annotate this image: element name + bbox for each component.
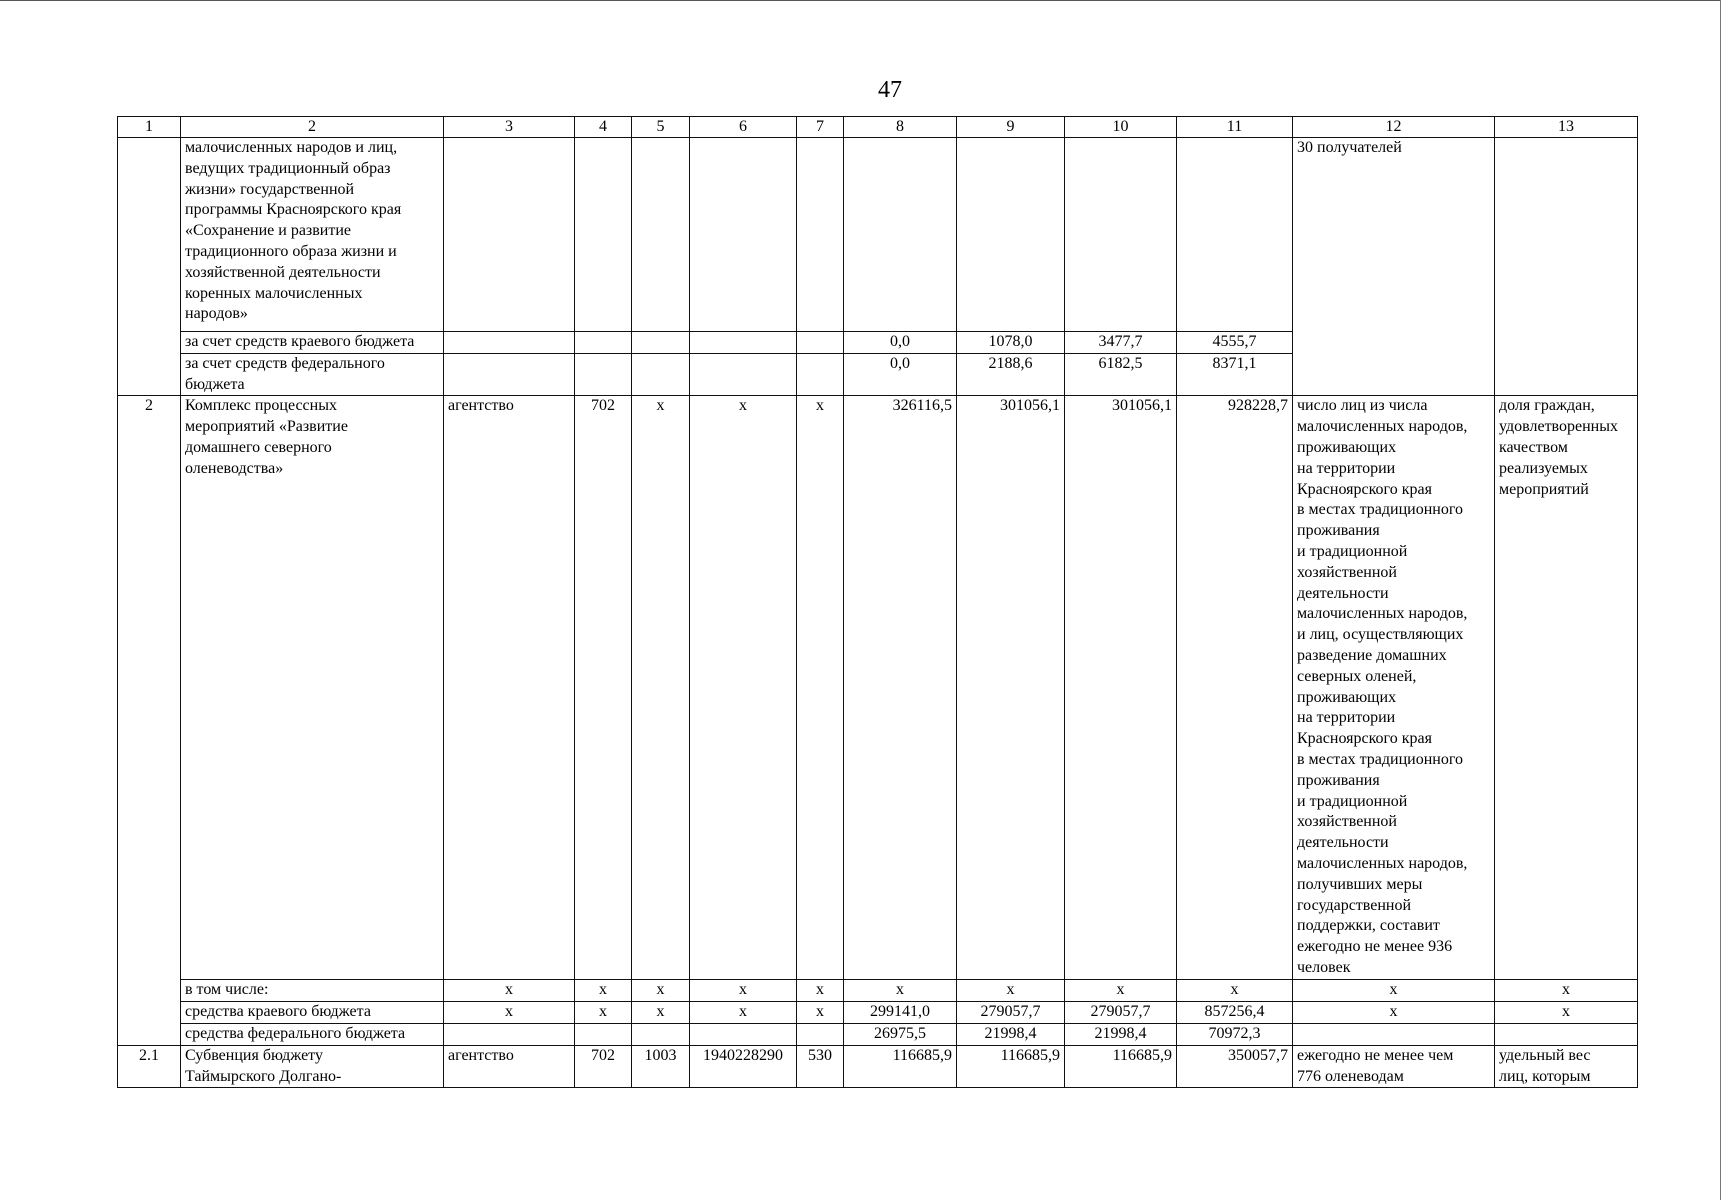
header-cell: 6 [690,117,797,138]
text-line: за счет средств федерального [185,354,385,372]
measure-name-cell [181,1045,444,1088]
x-mark-cell: х [957,980,1065,1002]
amount-cell: 116685,9 [844,1045,957,1088]
amount-cell: 3477,7 [1065,332,1177,354]
header-cell: 7 [797,117,844,138]
page-top-edge [0,0,1721,1]
text-line: проживания [1297,522,1380,540]
text-line: традиционного образа жизни и [185,242,397,260]
text-line: мероприятий [1499,480,1589,498]
text-line: деятельности [1297,584,1389,602]
text-line: хозяйственной [1297,813,1397,831]
text-line: ежегодно не менее 936 [1297,938,1453,956]
header-cell: 3 [444,117,575,138]
amount-cell: 4555,7 [1177,332,1293,354]
measure-name-cell [181,138,444,332]
amount-cell: 301056,1 [1065,396,1177,980]
header-cell: 12 [1293,117,1495,138]
empty-cell [797,353,844,396]
text-line: удовлетворенных [1499,418,1618,436]
x-mark-cell: х [575,1002,632,1024]
code-cell: х [797,396,844,980]
empty-cell [844,138,957,332]
text-line: коренных малочисленных [185,284,363,302]
row-number-cell: 2.1 [118,1045,181,1088]
amount-cell: 26975,5 [844,1023,957,1045]
amount-cell: 1078,0 [957,332,1065,354]
x-mark-cell: х [1065,980,1177,1002]
empty-cell [1293,1023,1495,1045]
empty-cell [690,332,797,354]
row-number-cell: 2 [118,396,181,1045]
text-line: в местах традиционного [1297,750,1463,768]
text-line: хозяйственной [1297,563,1397,581]
amount-cell: 116685,9 [1065,1045,1177,1088]
header-cell: 10 [1065,117,1177,138]
page-number: 47 [878,77,902,103]
empty-cell [632,353,690,396]
x-mark-cell: х [1293,980,1495,1002]
text-line: Субвенция бюджету [185,1046,323,1064]
empty-cell [632,1023,690,1045]
text-line: «Сохранение и развитие [185,222,352,240]
funding-source-label: в том числе: [181,980,444,1002]
empty-cell [444,138,575,332]
empty-cell [797,138,844,332]
text-line: Таймырского Долгано- [185,1067,342,1085]
text-line: проживающих [1297,438,1397,456]
header-cell: 13 [1495,117,1638,138]
amount-cell: 8371,1 [1177,353,1293,396]
text-line: малочисленных народов, [1297,605,1468,623]
table-row [118,138,1638,332]
amount-cell: 0,0 [844,353,957,396]
measure-name-cell [181,396,444,980]
x-mark-cell: х [797,980,844,1002]
amount-cell: 2188,6 [957,353,1065,396]
amount-cell: 350057,7 [1177,1045,1293,1088]
empty-cell [1495,1023,1638,1045]
empty-cell [797,332,844,354]
funding-source-label [181,353,444,396]
x-mark-cell: х [444,1002,575,1024]
x-mark-cell: х [632,1002,690,1024]
text-line: хозяйственной деятельности [185,263,381,281]
text-line: число лиц из числа [1297,397,1428,415]
code-cell: х [690,396,797,980]
table-row [118,1002,1638,1024]
empty-cell [690,138,797,332]
text-line: человек [1297,958,1351,976]
text-line: ежегодно не менее чем [1297,1046,1454,1064]
amount-cell: 326116,5 [844,396,957,980]
text-line: удельный вес [1499,1046,1591,1064]
amount-cell: 0,0 [844,332,957,354]
header-cell: 9 [957,117,1065,138]
code-cell: 1003 [632,1045,690,1088]
table-row [118,980,1638,1002]
text-line: лиц, которым [1499,1067,1591,1085]
program-table [117,116,1638,1088]
x-mark-cell: х [1495,980,1638,1002]
x-mark-cell: х [797,1002,844,1024]
empty-cell [1065,138,1177,332]
empty-cell [957,138,1065,332]
funding-source-label: средства краевого бюджета [181,1002,444,1024]
x-mark-cell: х [690,980,797,1002]
text-line: качеством [1499,438,1568,456]
text-line: государственной [1297,896,1412,914]
empty-cell [632,332,690,354]
text-line: реализуемых [1499,459,1588,477]
amount-cell: 279057,7 [1065,1002,1177,1024]
empty-cell [444,353,575,396]
amount-cell: 21998,4 [957,1023,1065,1045]
amount-cell: 928228,7 [1177,396,1293,980]
x-mark-cell: х [575,980,632,1002]
text-line: Красноярского края [1297,480,1432,498]
amount-cell: 857256,4 [1177,1002,1293,1024]
expected-result-cell: 30 получателей [1293,138,1495,396]
empty-cell [575,332,632,354]
table-row [118,1045,1638,1088]
header-cell: 8 [844,117,957,138]
header-cell: 11 [1177,117,1293,138]
empty-cell [575,1023,632,1045]
amount-cell: 299141,0 [844,1002,957,1024]
text-line: программы Красноярского края [185,201,402,219]
header-cell: 4 [575,117,632,138]
code-cell: 702 [575,1045,632,1088]
text-line: мероприятий «Развитие [185,418,348,436]
text-line: 776 оленеводам [1297,1067,1404,1085]
empty-cell [575,353,632,396]
empty-cell [797,1023,844,1045]
table-row [118,1023,1638,1045]
x-mark-cell: х [444,980,575,1002]
header-row [118,117,1638,138]
text-line: на территории [1297,459,1396,477]
code-cell: 702 [575,396,632,980]
empty-cell [444,332,575,354]
empty-cell [632,138,690,332]
text-line: северных оленей, [1297,667,1417,685]
text-line: народов» [185,305,248,323]
text-line: и традиционной [1297,542,1408,560]
funding-source-label: средства федерального бюджета [181,1023,444,1045]
amount-cell: 279057,7 [957,1002,1065,1024]
table-row [118,396,1638,980]
text-line: получивших меры [1297,875,1423,893]
text-line: бюджета [185,375,245,393]
empty-cell [575,138,632,332]
indicator-cell [1495,1045,1638,1088]
text-line: деятельности [1297,834,1389,852]
amount-cell: 301056,1 [957,396,1065,980]
text-line: и традиционной [1297,792,1408,810]
empty-cell [444,1023,575,1045]
indicator-cell [1495,138,1638,396]
amount-cell: 70972,3 [1177,1023,1293,1045]
empty-cell [1177,138,1293,332]
executor-cell: агентство [444,396,575,980]
text-line: малочисленных народов, [1297,854,1468,872]
header-cell: 2 [181,117,444,138]
code-cell: 1940228290 [690,1045,797,1088]
expected-result-cell [1293,1045,1495,1088]
x-mark-cell: х [844,980,957,1002]
x-mark-cell: х [1177,980,1293,1002]
text-line: разведение домашних [1297,646,1447,664]
text-line: малочисленных народов и лиц, [185,139,398,156]
x-mark-cell: х [1293,1002,1495,1024]
amount-cell: 21998,4 [1065,1023,1177,1045]
text-line: малочисленных народов, [1297,418,1468,436]
empty-cell [690,1023,797,1045]
row-number-cell [118,138,181,396]
x-mark-cell: х [632,980,690,1002]
executor-cell: агентство [444,1045,575,1088]
text-line: проживающих [1297,688,1397,706]
x-mark-cell: х [690,1002,797,1024]
text-line: домашнего северного [185,438,332,456]
text-line: Красноярского края [1297,730,1432,748]
empty-cell [690,353,797,396]
text-line: жизни» государственной [185,180,355,198]
code-cell: 530 [797,1045,844,1088]
text-line: доля граждан, [1499,397,1595,415]
text-line: в местах традиционного [1297,501,1463,519]
header-cell: 1 [118,117,181,138]
indicator-cell [1495,396,1638,980]
funding-source-label: за счет средств краевого бюджета [181,332,444,354]
x-mark-cell: х [1495,1002,1638,1024]
text-line: проживания [1297,771,1380,789]
text-line: и лиц, осуществляющих [1297,626,1464,644]
text-line: поддержки, составит [1297,917,1440,935]
text-line: ведущих традиционный образ [185,159,391,177]
text-line: оленеводства» [185,459,284,477]
amount-cell: 6182,5 [1065,353,1177,396]
code-cell: х [632,396,690,980]
header-cell: 5 [632,117,690,138]
text-line: на территории [1297,709,1396,727]
amount-cell: 116685,9 [957,1045,1065,1088]
expected-result-cell [1293,396,1495,980]
text-line: Комплекс процессных [185,397,337,415]
